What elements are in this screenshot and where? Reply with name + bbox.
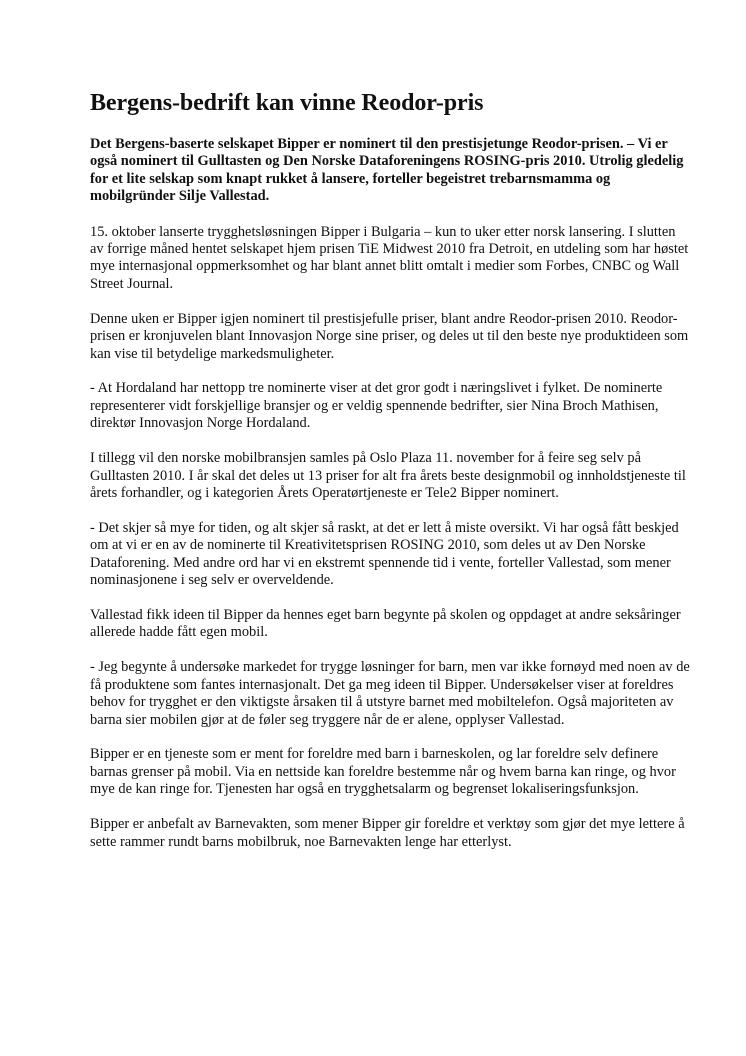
article-paragraph-5: - Det skjer så mye for tiden, og alt skjer så raskt, at det er lett å miste oversikt. Vi har også fått beskjed om at vi er en av de nominerte til Kreativitetsprisen ROSING 2010, som deles ut av Den Norske Dataforening. Med andre ord har vi en ekstremt spennende tid i vente, forteller Vallestad, som mener nominasjonene i seg selv er overveldende.	[90, 519, 679, 589]
article-paragraph-3: - At Hordaland har nettopp tre nominerte viser at det gror godt i næringslivet i fylket. De nominerte representerer vidt forskjellige bransjer og er veldig spennende bedrifter, sier Nina Broch Mathisen, direktør Innovasjon Norge Hordaland.	[90, 380, 663, 432]
article-title: Bergens-bedrift kan vinne Reodor-pris	[90, 90, 484, 116]
article-paragraph-2: Denne uken er Bipper igjen nominert til prestisjefulle priser, blant andre Reodor-prisen 2010. Reodor-prisen er kronjuvelen blant Innovasjon Norge sine priser, og deles ut til den beste nye produktideen som kan vise til betydelige markedsmuligheter.	[90, 310, 689, 362]
article-paragraph-7: - Jeg begynte å undersøke markedet for trygge løsninger for barn, men var ikke fornøyd med noen av de få produktene som fantes internasjonalt. Det ga meg ideen til Bipper. Undersøkelser viser at foreldres behov for trygghet er den viktigste årsaken til å utstyre barnet med mobiltelefon. Også majoriteten av barna sier mobilen gjør at de føler seg tryggere når de er alene, opplyser Vallestad.	[90, 659, 690, 728]
document-page	[90, 88, 690, 869]
article-paragraph-9: Bipper er anbefalt av Barnevakten, som mener Bipper gir foreldre et verktøy som gjør det mye lettere å sette rammer rundt barns mobilbruk, noe Barnevakten lenge har etterlyst.	[90, 816, 685, 850]
article-lead: Det Bergens-baserte selskapet Bipper er nominert til den prestisjetunge Reodor-prisen. – Vi er også nominert til Gulltasten og Den Norske Dataforeningens ROSING-pris 2010. Utrolig gledelig for et lite selskap som knapt rukket å lansere, forteller begeistret trebarnsmamma og mobilgründer Silje Vallestad.	[90, 136, 684, 205]
article-paragraph-6: Vallestad fikk ideen til Bipper da hennes eget barn begynte på skolen og oppdaget at andre seksåringer allerede hadde fått egen mobil.	[90, 607, 681, 641]
article-paragraph-8: Bipper er en tjeneste som er ment for foreldre med barn i barneskolen, og lar foreldre selv definere barnas grenser på mobil. Via en nettside kan foreldre bestemme når og hvem barna kan ringe, og hvor mye de kan ringe for. Tjenesten har også en trygghetsalarm og begrenset lokaliseringsfunksjon.	[90, 746, 676, 798]
article-paragraph-4: I tillegg vil den norske mobilbransjen samles på Oslo Plaza 11. november for å feire seg selv på Gulltasten 2010. I år skal det deles ut 13 priser for alt fra årets beste designmobil og innholdstjeneste til årets forhandler, og i kategorien Årets Operatørtjeneste er Tele2 Bipper nominert.	[90, 450, 686, 501]
article-paragraph-1: 15. oktober lanserte trygghetsløsningen Bipper i Bulgaria – kun to uker etter norsk lansering. I slutten av forrige måned hentet selskapet hjem prisen TiE Midwest 2010 fra Detroit, en utdeling som har høstet mye internasjonal oppmerksomhet og har blant annet blitt omtalt i medier som Forbes, CNBC og Wall Street Journal.	[90, 223, 689, 292]
